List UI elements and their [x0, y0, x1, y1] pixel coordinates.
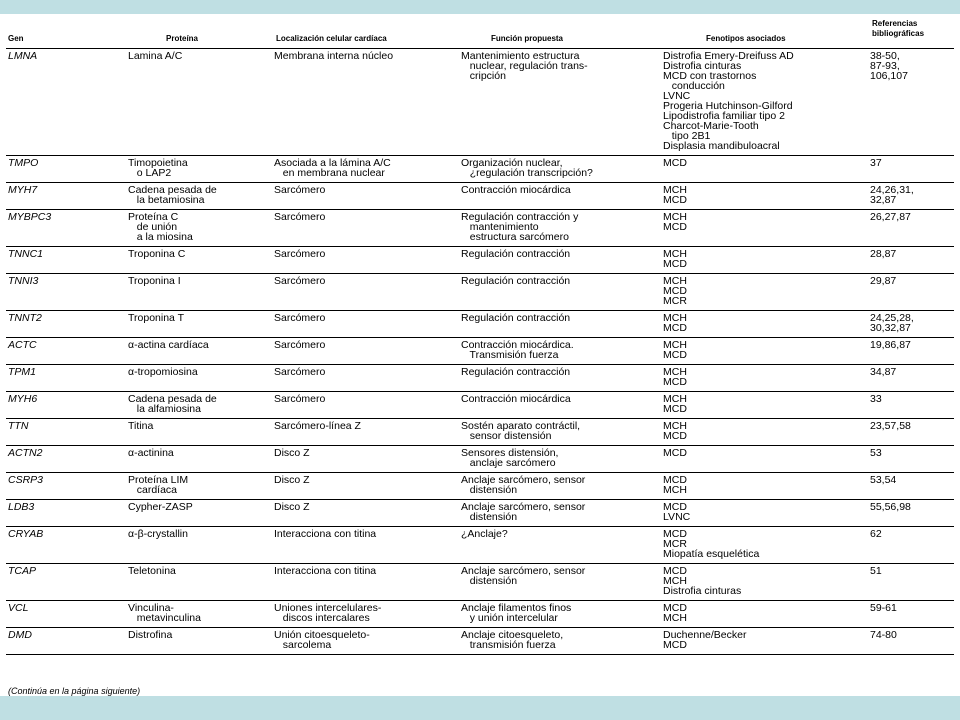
- phenotype-cell: MCH MCD: [663, 393, 687, 415]
- continuation-note: (Continúa en la página siguiente): [8, 686, 141, 696]
- phenotype-cell: MCH MCD: [663, 248, 687, 270]
- localization-cell: Sarcómero: [274, 248, 326, 260]
- function-cell: Anclaje citoesqueleto, transmisión fuerza: [461, 629, 564, 651]
- phenotype-cell: MCH MCD: [663, 312, 687, 334]
- references-cell: 24,25,28, 30,32,87: [870, 312, 914, 334]
- function-cell: Anclaje filamentos finos y unión intercelular: [461, 602, 572, 624]
- references-cell: 53,54: [870, 474, 897, 486]
- protein-cell: Troponina I: [128, 275, 181, 287]
- protein-cell: Proteína C de unión a la miosina: [128, 211, 193, 243]
- references-cell: 59-61: [870, 602, 897, 614]
- table-row: [6, 49, 954, 156]
- table-row: [6, 392, 954, 419]
- protein-cell: Titina: [128, 420, 154, 432]
- references-cell: 55,56,98: [870, 501, 911, 513]
- protein-cell: Proteína LIM cardíaca: [128, 474, 189, 496]
- table-row: [6, 365, 954, 392]
- localization-cell: Uniones intercelulares- discos intercalares: [274, 602, 382, 624]
- gene-cell: TNNT2: [8, 312, 42, 324]
- protein-cell: α-β-crystallin: [128, 528, 188, 540]
- gene-cell: TPM1: [8, 366, 37, 378]
- phenotype-cell: MCD MCH: [663, 474, 687, 496]
- localization-cell: Membrana interna núcleo: [274, 50, 394, 62]
- header-gen: Gen: [8, 34, 24, 43]
- function-cell: Sensores distensión, anclaje sarcómero: [461, 447, 559, 469]
- function-cell: Mantenimiento estructura nuclear, regulación trans- cripción: [461, 50, 588, 82]
- function-cell: Contracción miocárdica: [461, 184, 571, 196]
- protein-cell: α-actina cardíaca: [128, 339, 209, 351]
- protein-cell: Cadena pesada de la alfamiosina: [128, 393, 217, 415]
- references-cell: 19,86,87: [870, 339, 911, 351]
- function-cell: Contracción miocárdica. Transmisión fuerza: [461, 339, 574, 361]
- localization-cell: Sarcómero: [274, 312, 326, 324]
- genes-table: [6, 18, 954, 655]
- gene-cell: MYH7: [8, 184, 38, 196]
- gene-cell: MYH6: [8, 393, 38, 405]
- header-protein: Proteína: [166, 34, 199, 43]
- localization-cell: Unión citoesqueleto- sarcolema: [274, 629, 370, 651]
- references-cell: 23,57,58: [870, 420, 911, 432]
- phenotype-cell: MCD MCH Distrofia cinturas: [663, 565, 742, 597]
- phenotype-cell: MCD: [663, 157, 687, 169]
- table-row: [6, 419, 954, 446]
- gene-cell: VCL: [8, 602, 29, 614]
- references-cell: 53: [870, 447, 882, 459]
- references-cell: 28,87: [870, 248, 897, 260]
- localization-cell: Interacciona con titina: [274, 528, 377, 540]
- protein-cell: Troponina C: [128, 248, 186, 260]
- function-cell: Anclaje sarcómero, sensor distensión: [461, 565, 586, 587]
- localization-cell: Disco Z: [274, 447, 310, 459]
- localization-cell: Sarcómero: [274, 275, 326, 287]
- references-cell: 24,26,31, 32,87: [870, 184, 914, 206]
- gene-cell: CRYAB: [8, 528, 44, 540]
- function-cell: Regulación contracción y mantenimiento estructura sarcómero: [461, 211, 579, 243]
- references-cell: 37: [870, 157, 882, 169]
- protein-cell: Cypher-ZASP: [128, 501, 193, 513]
- function-cell: Anclaje sarcómero, sensor distensión: [461, 474, 586, 496]
- table-row: [6, 446, 954, 473]
- localization-cell: Asociada a la lámina A/C en membrana nuclear: [274, 157, 391, 179]
- function-cell: Regulación contracción: [461, 366, 571, 378]
- phenotype-cell: MCH MCD: [663, 420, 687, 442]
- table-row: [6, 183, 954, 210]
- header-localization: Localización celular cardíaca: [276, 34, 387, 43]
- table-header: [6, 18, 954, 49]
- localization-cell: Sarcómero: [274, 393, 326, 405]
- localization-cell: Disco Z: [274, 501, 310, 513]
- table-row: [6, 156, 954, 183]
- table-body: [6, 49, 954, 655]
- table-row: [6, 601, 954, 628]
- references-cell: 51: [870, 565, 882, 577]
- header-references: Referencias bibliográficas: [872, 19, 925, 38]
- phenotype-cell: MCH MCD: [663, 366, 687, 388]
- document-page: [0, 14, 960, 696]
- function-cell: Organización nuclear, ¿regulación transcripción?: [461, 157, 593, 179]
- references-cell: 33: [870, 393, 882, 405]
- phenotype-cell: Distrofia Emery-Dreifuss AD Distrofia cinturas MCD con trastornos conducción LVNC Progeria Hutchinson-Gilford Lipodistrofia familiar tipo 2 Charcot-Marie-Tooth tipo 2B1 Displasia mandibuloacral: [663, 50, 794, 152]
- table-row: [6, 210, 954, 247]
- references-cell: 26,27,87: [870, 211, 911, 223]
- gene-cell: TNNC1: [8, 248, 44, 260]
- table-row: [6, 628, 954, 655]
- localization-cell: Sarcómero: [274, 211, 326, 223]
- table-row: [6, 500, 954, 527]
- table-row: [6, 527, 954, 564]
- localization-cell: Interacciona con titina: [274, 565, 377, 577]
- table-row: [6, 564, 954, 601]
- references-cell: 62: [870, 528, 882, 540]
- protein-cell: Teletonina: [128, 565, 176, 577]
- gene-cell: TMPO: [8, 157, 39, 169]
- gene-cell: ACTC: [8, 339, 37, 351]
- localization-cell: Sarcómero: [274, 184, 326, 196]
- phenotype-cell: MCD LVNC: [663, 501, 691, 523]
- localization-cell: Sarcómero: [274, 366, 326, 378]
- protein-cell: Cadena pesada de la betamiosina: [128, 184, 217, 206]
- phenotype-cell: MCH MCD: [663, 339, 687, 361]
- phenotype-cell: MCD: [663, 447, 687, 459]
- phenotype-cell: MCH MCD: [663, 184, 687, 206]
- protein-cell: Distrofina: [128, 629, 173, 641]
- references-cell: 34,87: [870, 366, 897, 378]
- header-function: Función propuesta: [491, 34, 563, 43]
- table-row: [6, 473, 954, 500]
- references-cell: 38-50, 87-93, 106,107: [870, 50, 908, 82]
- protein-cell: α-actinina: [128, 447, 174, 459]
- protein-cell: Vinculina- metavinculina: [128, 602, 201, 624]
- phenotype-cell: MCH MCD MCR: [663, 275, 687, 307]
- table-row: [6, 247, 954, 274]
- protein-cell: Lamina A/C: [128, 50, 183, 62]
- function-cell: Sostén aparato contráctil, sensor distensión: [461, 420, 581, 442]
- gene-cell: TNNI3: [8, 275, 39, 287]
- function-cell: ¿Anclaje?: [461, 528, 508, 540]
- function-cell: Regulación contracción: [461, 248, 571, 260]
- localization-cell: Disco Z: [274, 474, 310, 486]
- protein-cell: α-tropomiosina: [128, 366, 198, 378]
- phenotype-cell: MCD MCH: [663, 602, 687, 624]
- references-cell: 74-80: [870, 629, 897, 641]
- references-cell: 29,87: [870, 275, 897, 287]
- gene-cell: LMNA: [8, 50, 38, 62]
- gene-cell: DMD: [8, 629, 32, 641]
- table-row: [6, 311, 954, 338]
- gene-cell: TTN: [8, 420, 29, 432]
- function-cell: Anclaje sarcómero, sensor distensión: [461, 501, 586, 523]
- function-cell: Regulación contracción: [461, 312, 571, 324]
- phenotype-cell: Duchenne/Becker MCD: [663, 629, 747, 651]
- gene-cell: LDB3: [8, 501, 35, 513]
- localization-cell: Sarcómero-línea Z: [274, 420, 361, 432]
- phenotype-cell: MCD MCR Miopatía esquelética: [663, 528, 760, 560]
- function-cell: Contracción miocárdica: [461, 393, 571, 405]
- gene-cell: CSRP3: [8, 474, 44, 486]
- phenotype-cell: MCH MCD: [663, 211, 687, 233]
- protein-cell: Troponina T: [128, 312, 185, 324]
- localization-cell: Sarcómero: [274, 339, 326, 351]
- table-row: [6, 338, 954, 365]
- table-row: [6, 274, 954, 311]
- gene-cell: TCAP: [8, 565, 37, 577]
- gene-cell: ACTN2: [8, 447, 43, 459]
- protein-cell: Timopoietina o LAP2: [128, 157, 188, 179]
- function-cell: Regulación contracción: [461, 275, 571, 287]
- header-phenotypes: Fenotipos asociados: [706, 34, 786, 43]
- gene-cell: MYBPC3: [8, 211, 52, 223]
